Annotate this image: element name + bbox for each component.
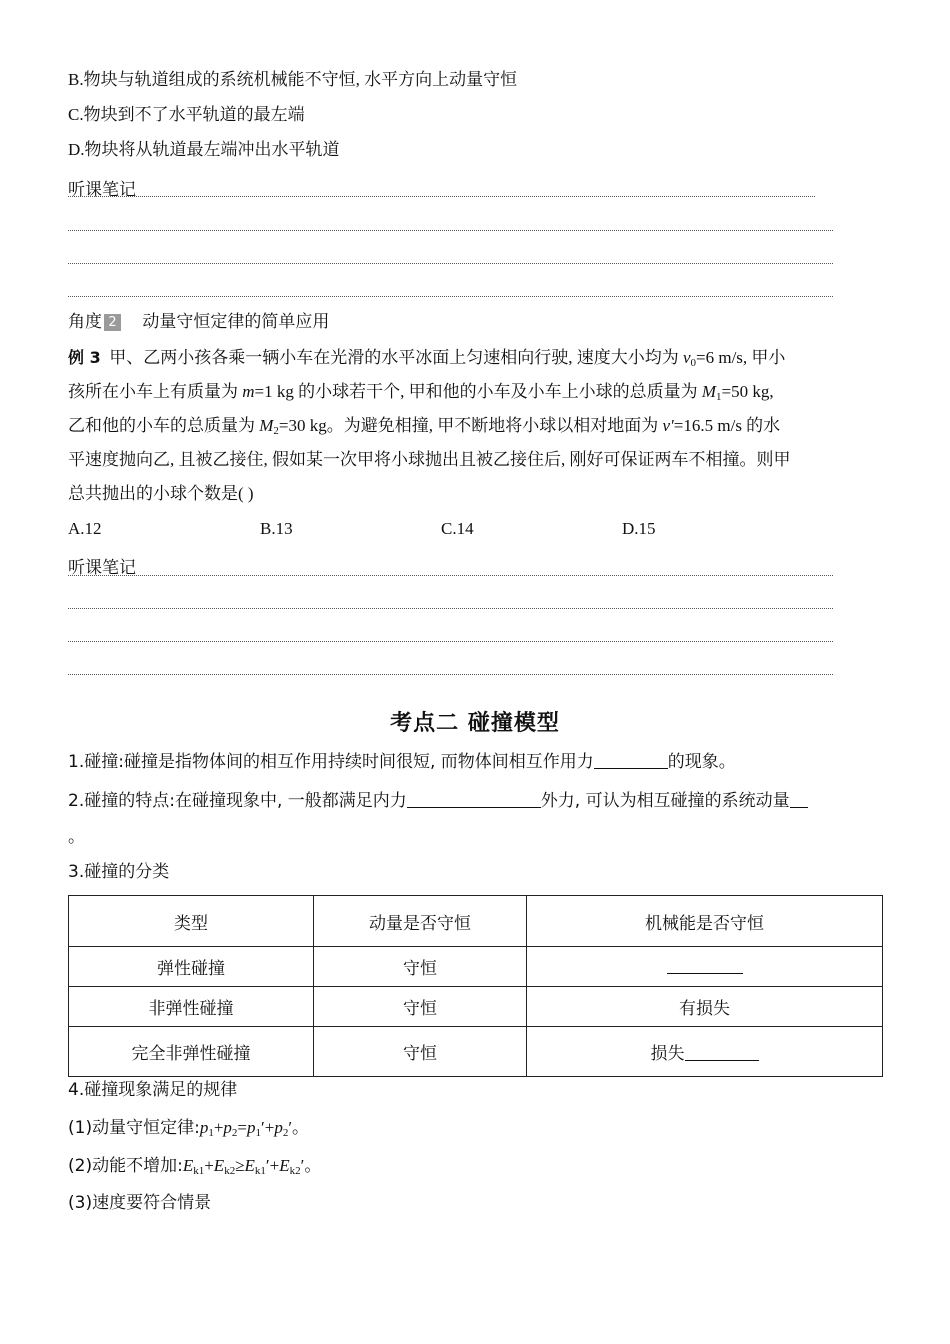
option-b: B.物块与轨道组成的系统机械能不守恒, 水平方向上动量守恒: [68, 70, 518, 89]
note-line[interactable]: [68, 296, 833, 297]
table-cell: 完全非弹性碰撞: [69, 1027, 314, 1077]
example-text: 甲、乙两小孩各乘一辆小车在光滑的水平冰面上匀速相向行驶, 速度大小均为: [109, 348, 683, 367]
energy-inequality: $E_{k1}+E_{k2}\ge E_{k1}'+E_{k2}'$。: [182, 1156, 322, 1177]
table-cell: 弹性碰撞: [69, 947, 314, 987]
example-text: =30 kg。为避免相撞, 甲不断地将小球以相对地面为: [278, 416, 663, 435]
fill-blank[interactable]: [594, 752, 668, 769]
notes-label-2: 听课笔记: [68, 558, 136, 578]
table-row: [69, 1027, 883, 1077]
rule-2: [68, 1155, 321, 1177]
choice-a[interactable]: A.12: [68, 519, 102, 538]
example-label: 例 3: [68, 348, 101, 367]
item-1-text: 的现象。: [667, 752, 736, 772]
table-cell: 守恒: [314, 947, 527, 987]
example-text: =50 kg,: [721, 382, 774, 401]
example-text: 总共抛出的小球个数是( ): [68, 484, 254, 503]
example-text: 平速度抛向乙, 且被乙接住, 假如某一次甲将小球抛出且被乙接住后, 刚好可保证两车不相撞。则甲: [68, 450, 791, 469]
note-line[interactable]: [68, 641, 833, 642]
table-cell: [527, 947, 883, 987]
table-header-row: [69, 896, 883, 947]
item-2-text: 外力, 可认为相互碰撞的系统动量: [540, 791, 790, 811]
subscript: 0: [690, 357, 697, 369]
angle-title: 动量守恒定律的简单应用: [142, 312, 330, 332]
note-line[interactable]: [68, 263, 833, 264]
table-cell: 非弹性碰撞: [69, 987, 314, 1027]
item-2-end: 。: [68, 827, 85, 847]
fill-blank[interactable]: [407, 791, 541, 808]
note-line[interactable]: [68, 230, 833, 231]
rule-2-label: (2)动能不增加:: [68, 1156, 183, 1176]
choice-c[interactable]: C.14: [441, 519, 474, 538]
var-m: m: [242, 382, 255, 401]
item-4: 4.碰撞现象满足的规律: [68, 1080, 238, 1100]
fill-blank[interactable]: [790, 791, 808, 808]
item-1: [68, 751, 736, 773]
var-M2: M: [259, 416, 274, 435]
table-cell: 守恒: [314, 1027, 527, 1077]
notes-label-1: 听课笔记: [68, 180, 136, 200]
item-2-text: 2.碰撞的特点:在碰撞现象中, 一般都满足内力: [68, 791, 407, 811]
item-3: 3.碰撞的分类: [68, 862, 170, 882]
subscript: 2: [273, 425, 279, 437]
option-c: C.物块到不了水平轨道的最左端: [68, 105, 305, 124]
collision-classification-table: [68, 895, 883, 1077]
table-cell: 有损失: [527, 987, 883, 1027]
table-row: [69, 947, 883, 987]
note-line[interactable]: [68, 674, 833, 675]
angle-prefix: 角度: [68, 312, 102, 332]
angle-heading: [68, 311, 329, 333]
item-2: [68, 790, 808, 812]
fill-blank[interactable]: [667, 957, 743, 974]
table-header: 动量是否守恒: [314, 896, 527, 947]
example-text: =1 kg 的小球若干个, 甲和他的小车及小车上小球的总质量为: [254, 382, 702, 401]
note-line[interactable]: [68, 196, 815, 197]
var-v0: v: [682, 348, 691, 367]
angle-number-badge: 2: [104, 314, 121, 331]
table-header: 类型: [69, 896, 314, 947]
var-M1: M: [701, 382, 717, 401]
example-text: =6 m/s, 甲小: [696, 348, 786, 367]
var-v-prime: v′: [662, 416, 674, 435]
example-text: 乙和他的小车的总质量为: [68, 416, 260, 435]
table-cell-text: 损失: [650, 1044, 685, 1064]
subscript: 1: [716, 391, 722, 403]
example-text: =16.5 m/s 的水: [673, 416, 781, 435]
item-1-text: 1.碰撞:碰撞是指物体间的相互作用持续时间很短, 而物体间相互作用力: [68, 752, 594, 772]
choice-d[interactable]: D.15: [622, 519, 656, 538]
note-line[interactable]: [68, 575, 833, 576]
section-title: 考点二 碰撞模型: [390, 711, 560, 736]
rule-1: [68, 1117, 309, 1139]
note-line[interactable]: [68, 608, 833, 609]
momentum-equation: $p_1+p_2=p_1'+p_2'$。: [199, 1118, 310, 1139]
table-row: [69, 987, 883, 1027]
table-cell: 守恒: [314, 987, 527, 1027]
table-cell: [527, 1027, 883, 1077]
rule-3: (3)速度要符合情景: [68, 1193, 212, 1213]
example-text: 孩所在小车上有质量为: [68, 382, 243, 401]
choice-b[interactable]: B.13: [260, 519, 293, 538]
example-3-text: [68, 341, 883, 511]
fill-blank[interactable]: [685, 1044, 759, 1061]
option-d: D.物块将从轨道最左端冲出水平轨道: [68, 140, 340, 159]
table-header: 机械能是否守恒: [527, 896, 883, 947]
rule-1-label: (1)动量守恒定律:: [68, 1118, 200, 1138]
